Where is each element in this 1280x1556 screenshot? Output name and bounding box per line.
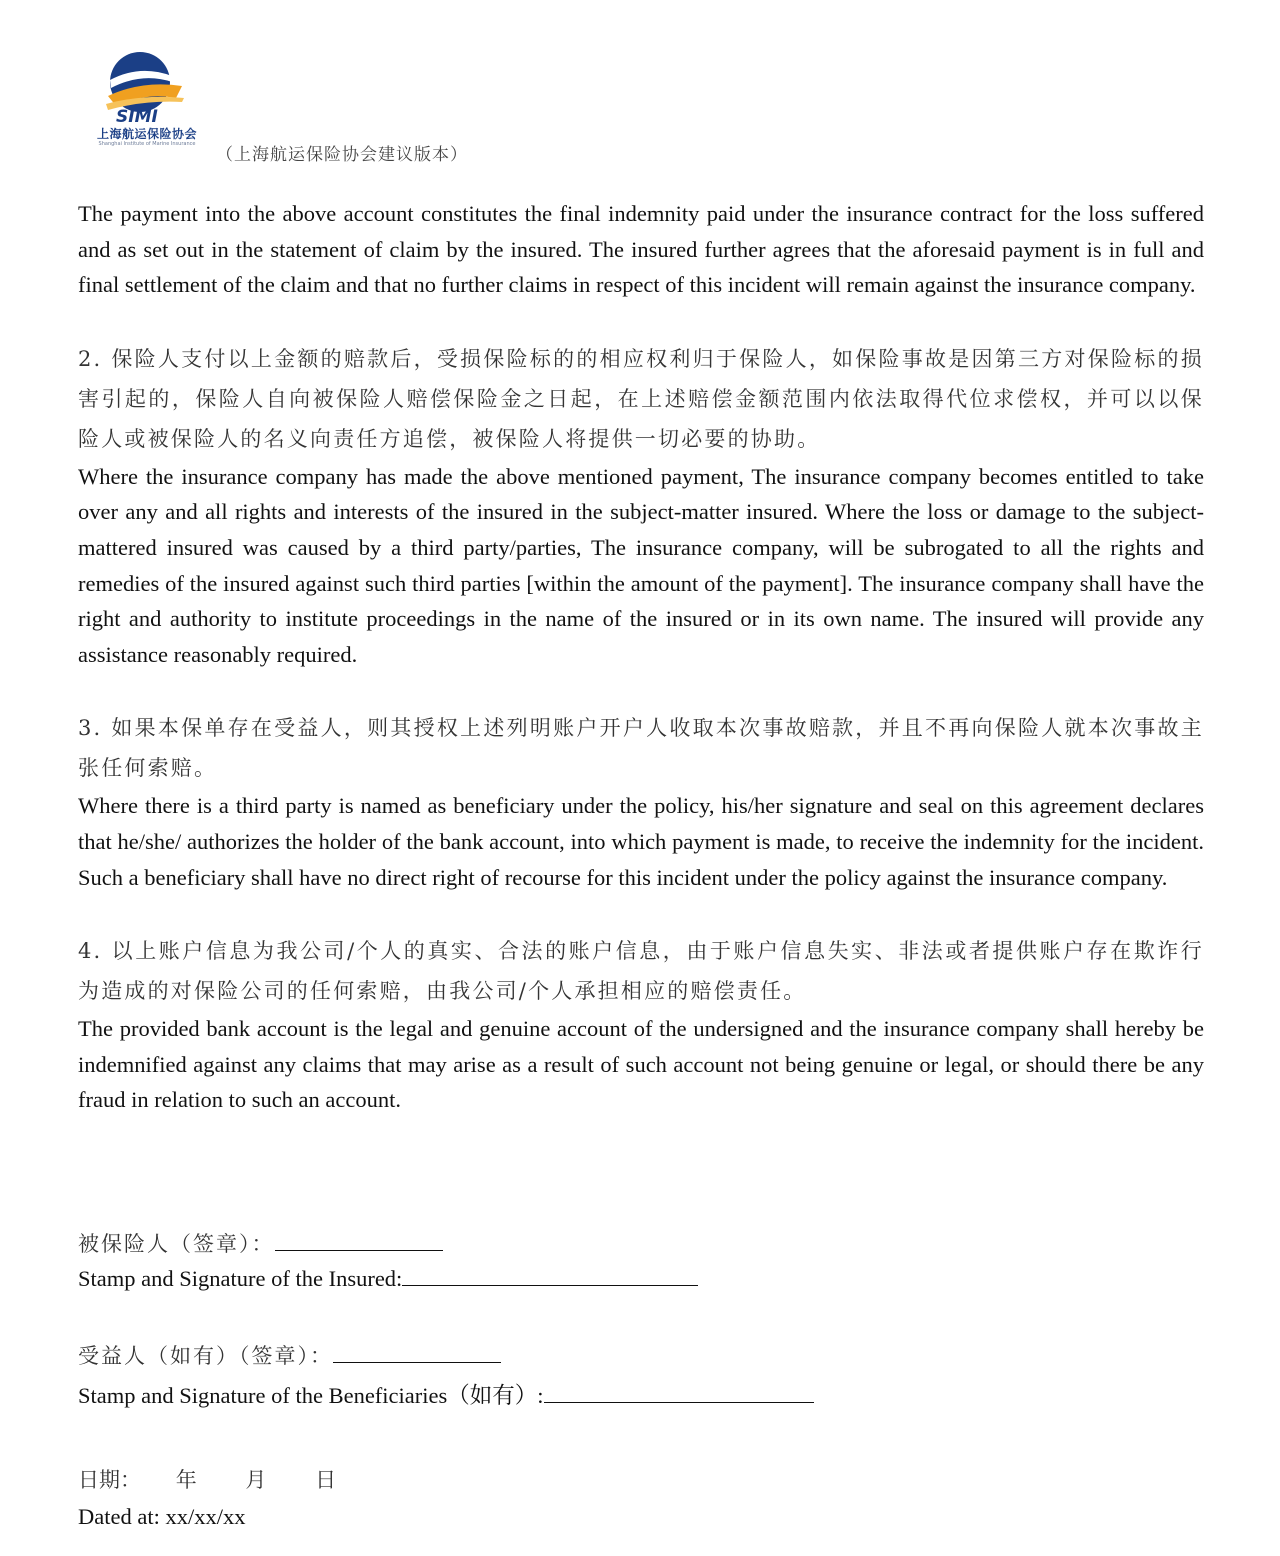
paragraph-2-cn: 2. 保险人支付以上金额的赔款后，受损保险标的的相应权利归于保险人，如保险事故是因第三方对保险标的损害引起的，保险人自向被保险人赔偿保险金之日起，在上述赔偿金额范围内依法取得代位求偿权，并可以以保险人或被保险人的名义向责任方追偿，被保险人将提供一切必要的协助。: [78, 346, 1204, 451]
insured-signature-block: [78, 1228, 978, 1292]
insured-signature-en-line[interactable]: [402, 1267, 698, 1286]
logo-brand-text: SIMI: [116, 107, 158, 126]
date-day-label: 日: [315, 1468, 337, 1492]
paragraph-1-en: The payment into the above account constitutes the final indemnity paid under the insurance contract for the loss suffered and as set out in the statement of claim by the insured. The insured further agrees that the aforesaid payment is in full and final settlement of the claim and that no further claims in respect of this incident will remain against the insurance company.: [78, 201, 1204, 298]
beneficiary-signature-en-label: Stamp and Signature of the Beneficiaries（如有）:: [78, 1383, 544, 1408]
date-cn-row: [78, 1464, 978, 1494]
logo-chinese-name: 上海航运保险协会: [96, 127, 197, 141]
paragraph-2-en: Where the insurance company has made the above mentioned payment, The insurance company becomes entitled to take over any and all rights and interests of the insured in the subject-matter insured. Where the loss or damage to the subject-mattered insured was caused by a third party/parties, The insurance company, will be subrogated to all the rights and remedies of the insured against such third parties [within the amount of the payment]. The insurance company shall have the right and authority to institute proceedings in the name of the insured or in its own name. The insured will provide any assistance reasonably required.: [78, 463, 1204, 667]
date-block: [78, 1464, 978, 1530]
logo-english-name: Shanghai Institute of Marine Insurance: [98, 141, 196, 147]
beneficiary-signature-block: [78, 1340, 978, 1410]
paragraph-3-cn: 3. 如果本保单存在受益人，则其授权上述列明账户开户人收取本次事故赔款，并且不再向保险人就本次事故主张任何索赔。: [78, 716, 1204, 781]
paragraph-4-en: The provided bank account is the legal and genuine account of the undersigned and the insurance company shall hereby be indemnified against any claims that may arise as a result of such account not being genuine or legal, or should there be any fraud in relation to such an account.: [78, 1016, 1204, 1113]
document-header: [86, 44, 506, 174]
simi-emblem-icon: [102, 46, 186, 126]
beneficiary-signature-cn-line[interactable]: [333, 1344, 501, 1363]
paragraph-4-cn: 4. 以上账户信息为我公司/个人的真实、合法的账户信息，由于账户信息失实、非法或者提供账户存在欺诈行为造成的对保险公司的任何索赔，由我公司/个人承担相应的赔偿责任。: [78, 939, 1204, 1004]
paragraph-3-en: Where there is a third party is named as beneficiary under the policy, his/her signature and seal on this agreement declares that he/she/ authorizes the holder of the bank account, into which payment is made, to receive the indemnity for the incident. Such a beneficiary shall have no direct right of recourse for this incident under the policy against the insurance company.: [78, 793, 1204, 890]
date-en: Dated at: xx/xx/xx: [78, 1504, 246, 1529]
insured-signature-cn-label: 被保险人（签章）：: [78, 1232, 275, 1256]
date-cn-label: 日期：: [78, 1468, 141, 1492]
insured-signature-cn-row: [78, 1228, 978, 1258]
beneficiary-signature-cn-row: [78, 1340, 978, 1370]
insured-signature-cn-line[interactable]: [275, 1232, 443, 1251]
insured-signature-en-row: [78, 1266, 978, 1292]
date-year-label: 年: [175, 1468, 197, 1492]
simi-logo: [86, 44, 204, 154]
date-month-label: 月: [245, 1468, 267, 1492]
beneficiary-signature-cn-label: 受益人（如有）（签章）：: [78, 1344, 333, 1368]
beneficiary-signature-en-line[interactable]: [544, 1384, 814, 1403]
beneficiary-signature-en-row: [78, 1378, 978, 1410]
document-body: [78, 196, 1204, 1118]
version-note: （上海航运保险协会建议版本）: [216, 145, 468, 165]
insured-signature-en-label: Stamp and Signature of the Insured:: [78, 1266, 403, 1291]
